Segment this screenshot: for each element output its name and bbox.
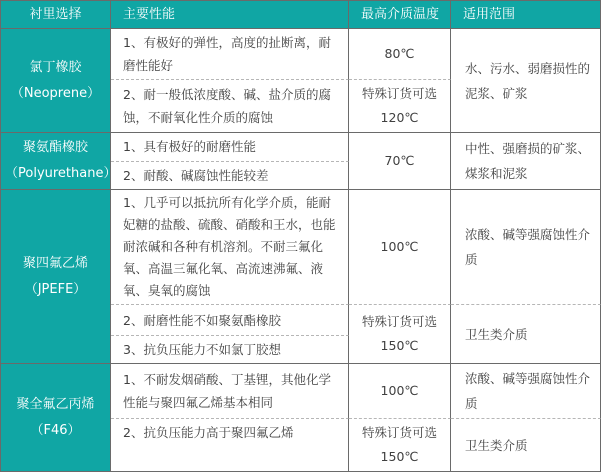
material-name-en: （Neoprene） — [10, 85, 101, 101]
material-name: 聚全氟乙丙烯 — [16, 396, 95, 412]
temperature-value: 150℃ — [380, 338, 419, 353]
temperature-cell — [349, 419, 451, 472]
temperature-value: 120℃ — [380, 110, 419, 125]
performance-cell: 2、耐一般低浓度酸、碱、盐介质的腐蚀，不耐氧化性介质的腐蚀 — [111, 80, 349, 133]
application-scope-cell: 中性、强磨损的矿浆、煤浆和泥浆 — [451, 133, 601, 190]
performance-cell: 2、耐磨性能不如聚氨酯橡胶 — [111, 305, 349, 336]
material-cell-polyurethane — [1, 133, 117, 190]
temperature-note: 特殊订货可选 — [361, 425, 437, 440]
header-cell-max-temperature: 最高介质温度 — [349, 1, 451, 29]
performance-cell: 2、抗负压能力高于聚四氟乙烯 — [111, 419, 349, 472]
material-name: 聚四氟乙烯 — [22, 255, 88, 271]
temperature-note: 特殊订货可选 — [361, 314, 437, 329]
temperature-cell: 80℃ — [349, 29, 451, 80]
performance-cell: 3、抗负压能力不如氯丁胶想 — [111, 336, 349, 364]
application-scope-cell: 卫生类介质 — [451, 419, 601, 472]
temperature-cell: 100℃ — [349, 190, 451, 305]
material-name-en: （JPEFE） — [24, 281, 87, 297]
header-row — [1, 1, 601, 29]
temperature-value: 150℃ — [380, 449, 419, 464]
material-name-en: （F46） — [30, 422, 81, 438]
temperature-cell — [349, 305, 451, 364]
temperature-cell: 100℃ — [349, 364, 451, 419]
performance-cell: 1、具有极好的耐磨性能 — [111, 133, 349, 162]
table-row — [1, 190, 601, 305]
performance-cell: 1、几乎可以抵抗所有化学介质，能耐妃糖的盐酸、硫酸、硝酸和王水，也能耐浓碱和各种有机溶剂。不耐三氟化氧、高温三氟化氧、高流速沸氟、液氧、臭氧的腐蚀 — [111, 190, 349, 305]
header-cell-application-scope: 适用范围 — [451, 1, 601, 29]
application-scope-cell: 浓酸、碱等强腐蚀性介质 — [451, 364, 601, 419]
performance-cell: 2、耐酸、碱腐蚀性能较差 — [111, 162, 349, 191]
material-cell-ptfe — [1, 190, 111, 364]
performance-cell: 1、不耐发烟硝酸、丁基锂，其他化学性能与聚四氟乙烯基本相同 — [111, 364, 349, 419]
header-cell-lining: 衬里选择 — [1, 1, 111, 29]
table-row — [1, 29, 601, 80]
temperature-cell: 70℃ — [349, 133, 451, 190]
performance-cell: 1、有极好的弹性，高度的扯断离，耐磨性能好 — [111, 29, 349, 80]
header-cell-performance: 主要性能 — [111, 1, 349, 29]
material-cell-f46 — [1, 364, 111, 472]
table-row — [1, 364, 601, 419]
material-name: 聚氨酯橡胶 — [22, 140, 88, 155]
material-cell-neoprene — [1, 29, 111, 133]
table-row — [1, 133, 601, 162]
temperature-cell — [349, 80, 451, 133]
application-scope-cell: 卫生类介质 — [451, 305, 601, 364]
material-name-en: （Polyurethane） — [5, 166, 117, 181]
application-scope-cell: 水、污水、弱磨损性的泥浆、矿浆 — [451, 29, 601, 133]
material-name: 氯丁橡胶 — [29, 59, 82, 75]
application-scope-cell: 浓酸、碱等强腐蚀性介质 — [451, 190, 601, 305]
temperature-note: 特殊订货可选 — [361, 86, 437, 101]
